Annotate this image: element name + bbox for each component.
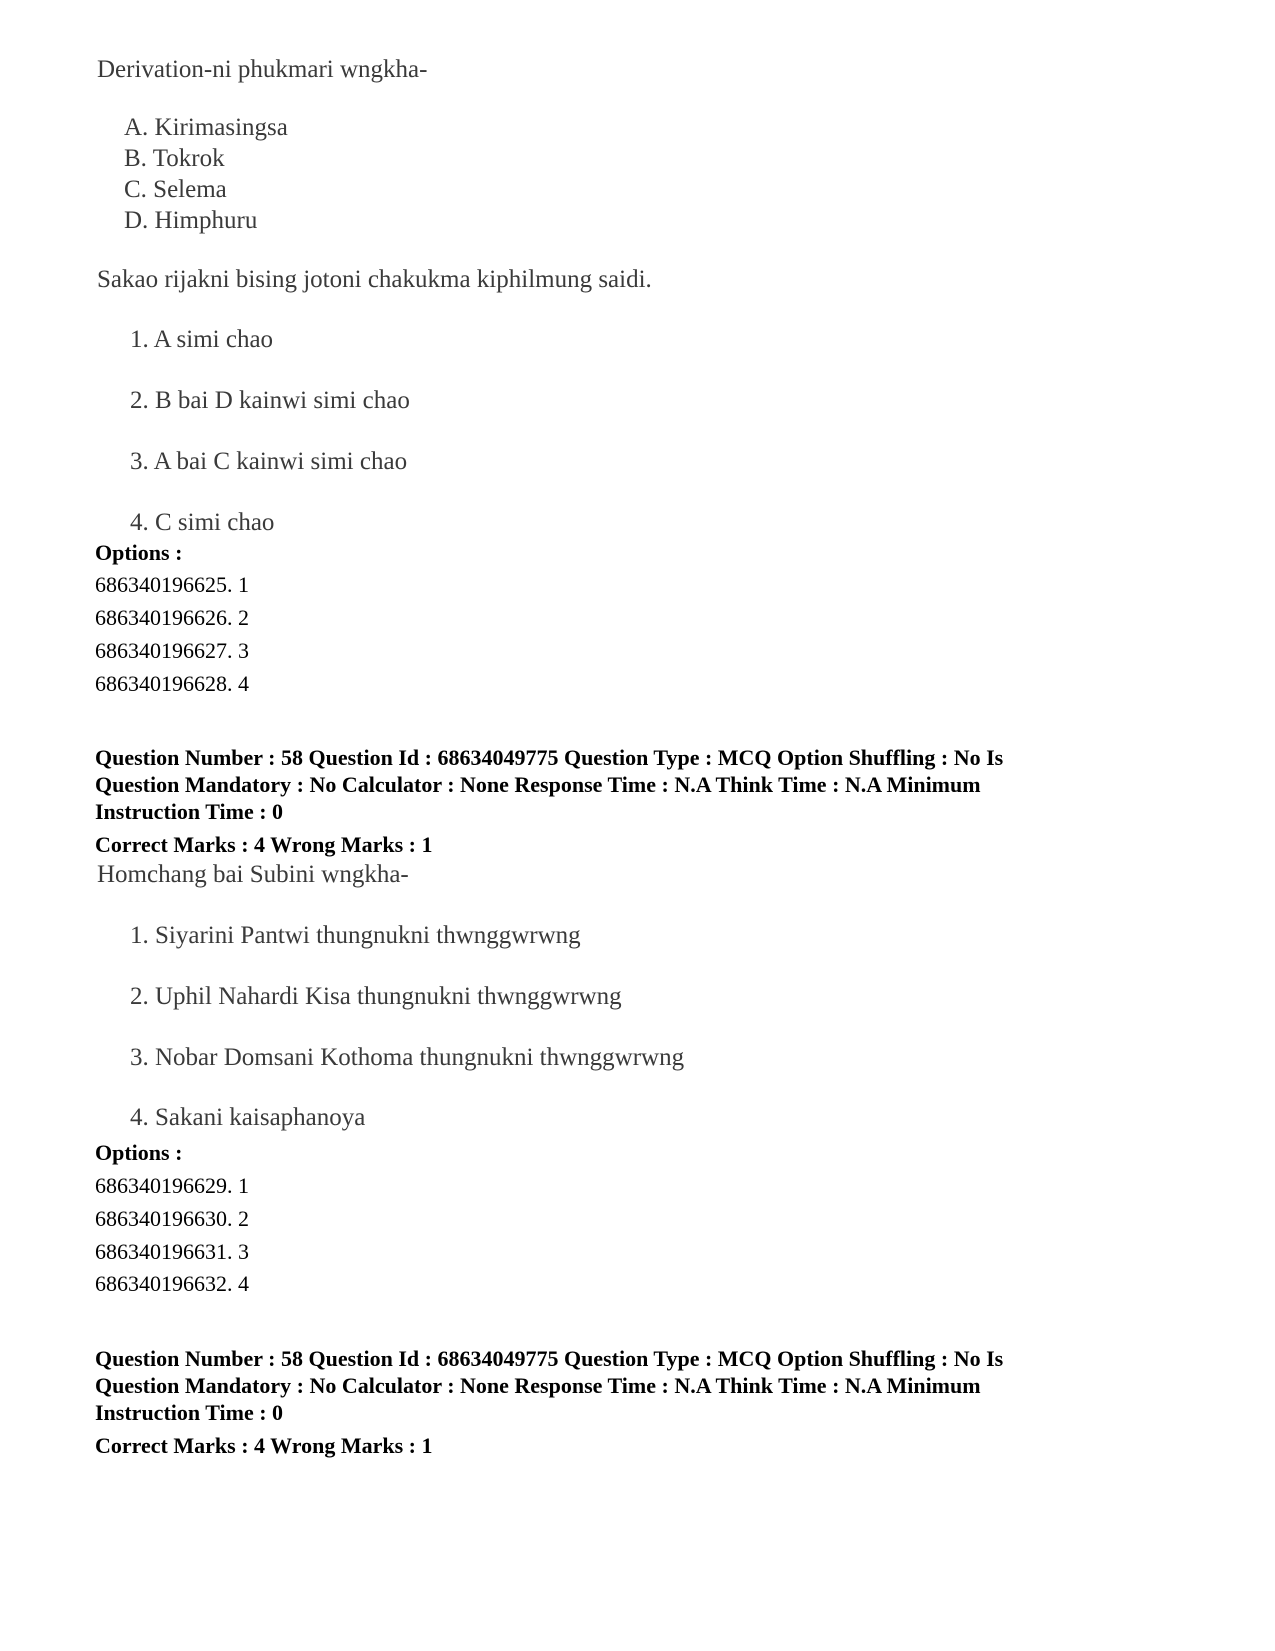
option-line: 686340196632. 4: [95, 1271, 249, 1296]
question-meta-line: Question Number : 58 Question Id : 68634049775 Question Type : MCQ Option Shuffling : No Is: [95, 1346, 1004, 1371]
option-line: 686340196625. 1: [95, 572, 249, 597]
option-line: 686340196630. 2: [95, 1206, 249, 1231]
marks-line: Correct Marks : 4 Wrong Marks : 1: [95, 832, 433, 857]
lettered-item: C. Selema: [124, 176, 227, 203]
lettered-item: D. Himphuru: [124, 207, 258, 234]
choice-item: 3. A bai C kainwi simi chao: [130, 448, 408, 475]
choice-item: 1. Siyarini Pantwi thungnukni thwnggwrwng: [130, 922, 581, 949]
question-text: Homchang bai Subini wngkha-: [97, 861, 409, 888]
option-line: 686340196629. 1: [95, 1173, 249, 1198]
choice-item: 2. Uphil Nahardi Kisa thungnukni thwnggwrwng: [130, 983, 622, 1010]
marks-line: Correct Marks : 4 Wrong Marks : 1: [95, 1433, 433, 1458]
options-heading: Options :: [95, 1140, 183, 1165]
question-meta: [95, 744, 1003, 825]
question-meta-line: Question Mandatory : No Calculator : None Response Time : N.A Think Time : N.A Minimum: [95, 1373, 981, 1398]
lettered-item: B. Tokrok: [124, 145, 225, 172]
option-line: 686340196631. 3: [95, 1239, 249, 1264]
question-meta-line: Question Mandatory : No Calculator : None Response Time : N.A Think Time : N.A Minimum: [95, 772, 981, 797]
choice-item: 2. B bai D kainwi simi chao: [130, 387, 410, 414]
lettered-item: A. Kirimasingsa: [124, 114, 288, 141]
question-meta-line: Instruction Time : 0: [95, 1400, 284, 1425]
option-line: 686340196626. 2: [95, 605, 249, 630]
question-meta-line: Instruction Time : 0: [95, 799, 284, 824]
question-meta-line: Question Number : 58 Question Id : 68634049775 Question Type : MCQ Option Shuffling : No Is: [95, 745, 1004, 770]
choice-item: 3. Nobar Domsani Kothoma thungnukni thwnggwrwng: [130, 1044, 685, 1071]
question-text: Derivation-ni phukmari wngkha-: [97, 56, 428, 83]
question-meta: [95, 1345, 1003, 1426]
choice-item: 4. C simi chao: [130, 509, 275, 536]
option-line: 686340196627. 3: [95, 638, 249, 663]
options-heading: Options :: [95, 540, 183, 565]
choice-item: 4. Sakani kaisaphanoya: [130, 1104, 366, 1131]
question-instruction: Sakao rijakni bising jotoni chakukma kiphilmung saidi.: [97, 266, 652, 293]
option-line: 686340196628. 4: [95, 671, 249, 696]
choice-item: 1. A simi chao: [130, 326, 274, 353]
